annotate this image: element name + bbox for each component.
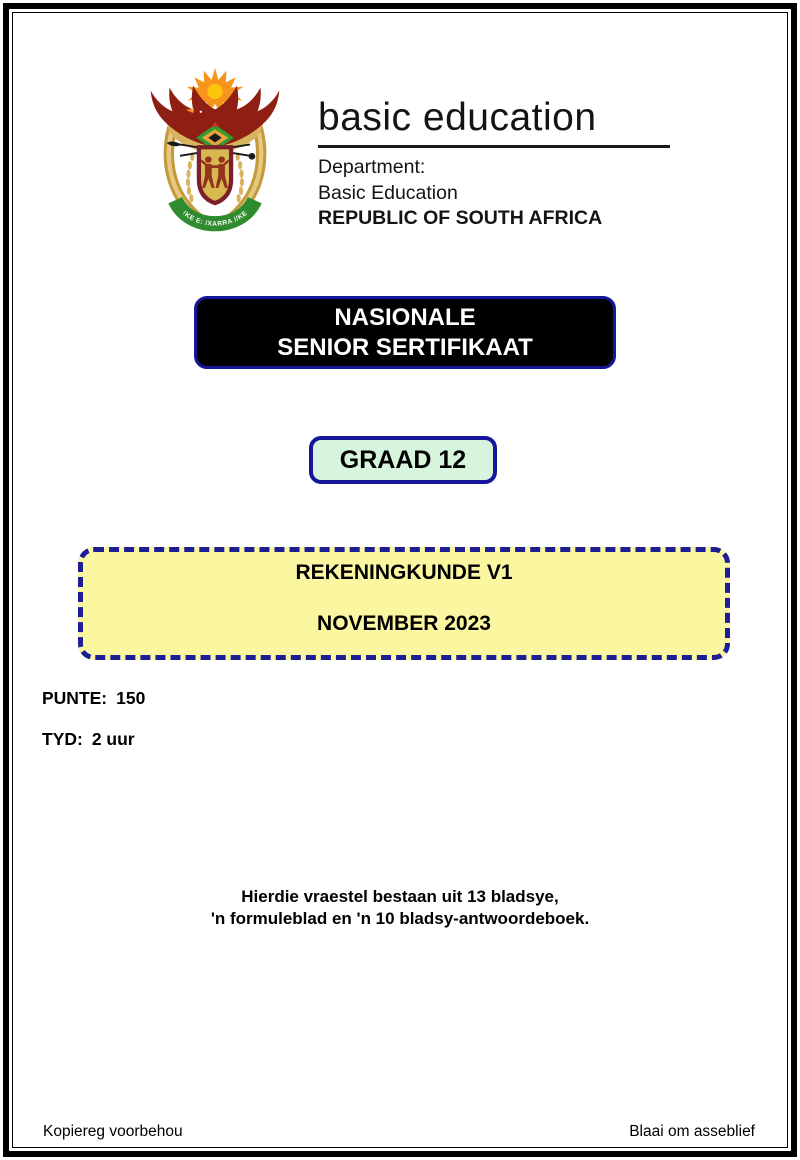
note-line1: Hierdie vraestel bestaan uit 13 bladsye, (241, 887, 559, 906)
motto-text: !KE E: /XARRA //KE (181, 209, 249, 228)
certificate-title-box (194, 296, 616, 369)
copyright-note: Kopiereg voorbehou (43, 1123, 183, 1140)
marks-value: 150 (116, 688, 146, 708)
country-name: REPUBLIC OF SOUTH AFRICA (318, 207, 603, 229)
time-value: 2 uur (91, 729, 135, 749)
note-line2: 'n formuleblad en 'n 10 bladsy-antwoordeboek. (210, 908, 590, 928)
subject-box (78, 547, 730, 660)
certificate-line1: NASIONALE (334, 303, 476, 331)
marks-label: PUNTE: (42, 688, 108, 708)
time-label: TYD: (42, 729, 83, 749)
brand-underline (318, 145, 670, 148)
department-name: Basic Education (318, 181, 458, 204)
coat-of-arms-icon (144, 57, 286, 247)
turn-over-note: Blaai om asseblief (629, 1123, 755, 1140)
marks-row (42, 688, 145, 709)
certificate-line2: SENIOR SERTIFIKAAT (277, 333, 533, 361)
department-masthead (318, 98, 670, 232)
grade-label: GRAAD 12 (339, 445, 467, 474)
shield-shape (199, 147, 231, 203)
subject-session: NOVEMBER 2023 (317, 612, 491, 635)
brand-wordmark: basic education (318, 96, 597, 139)
time-row (42, 729, 135, 750)
grade-badge (309, 436, 497, 484)
paper-structure-note (0, 886, 800, 929)
subject-title: REKENINGKUNDE V1 (295, 561, 513, 584)
department-label: Department: (318, 156, 426, 178)
